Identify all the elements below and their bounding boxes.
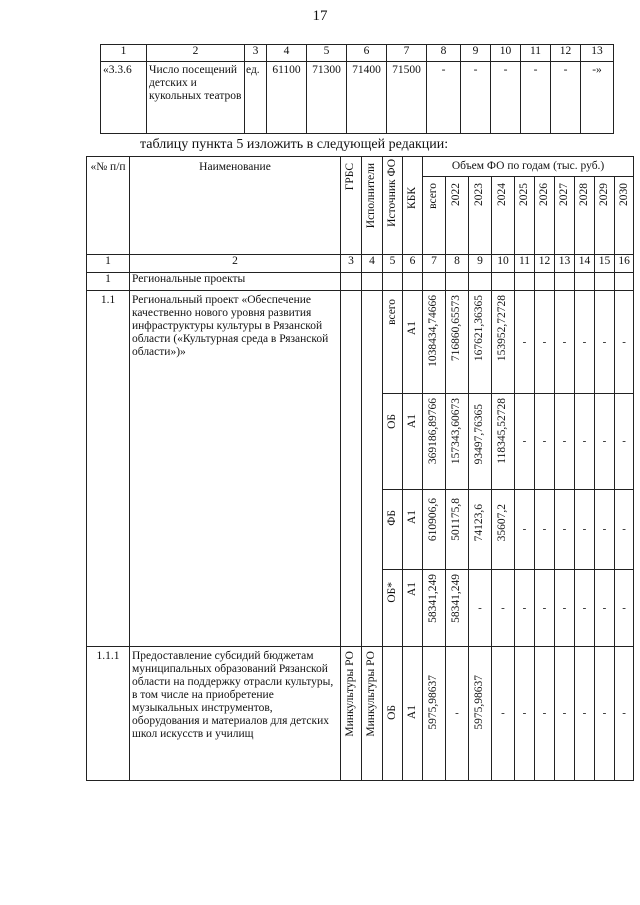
subitem-2024: - bbox=[492, 647, 515, 781]
section-name: Региональные проекты bbox=[130, 273, 341, 291]
header-year-2023: 2023 bbox=[469, 177, 492, 255]
source-cell: ОБ bbox=[383, 394, 403, 490]
kbk-cell: А1 bbox=[403, 570, 423, 647]
header-kbk: КБК bbox=[403, 157, 423, 255]
value-dash: - bbox=[595, 291, 615, 394]
value-dash: - bbox=[615, 291, 634, 394]
header-volume: Объем ФО по годам (тыс. руб.) bbox=[423, 157, 634, 177]
colnum-10: 10 bbox=[492, 255, 515, 273]
value-dash: - bbox=[575, 394, 595, 490]
source-cell: ОБ* bbox=[383, 570, 403, 647]
colnum-11: 11 bbox=[515, 255, 535, 273]
value-dash: - bbox=[515, 570, 535, 647]
subitem-grbs: Минкультуры РО bbox=[341, 647, 362, 781]
value-dash: - bbox=[575, 291, 595, 394]
value-2022: 501175,8 bbox=[446, 490, 469, 570]
colnum-7: 7 bbox=[423, 255, 446, 273]
header-number: «№ п/п bbox=[87, 157, 130, 255]
header-year-2028: 2028 bbox=[575, 177, 595, 255]
value-dash: - bbox=[595, 394, 615, 490]
value-dash: - bbox=[535, 394, 555, 490]
header-year-2022: 2022 bbox=[446, 177, 469, 255]
value-dash: - bbox=[535, 291, 555, 394]
value-dash: - bbox=[615, 647, 634, 781]
header-year-2029: 2029 bbox=[595, 177, 615, 255]
top-table-header-row bbox=[101, 45, 614, 62]
subitem-2022: - bbox=[446, 647, 469, 781]
colnum-4: 4 bbox=[362, 255, 383, 273]
main-table bbox=[86, 156, 634, 781]
top-table-row bbox=[101, 62, 614, 134]
value-2023: 93497,76365 bbox=[469, 394, 492, 490]
colnum-15: 15 bbox=[595, 255, 615, 273]
row-value-6: 71400 bbox=[347, 62, 387, 134]
colnum-6: 6 bbox=[403, 255, 423, 273]
subitem-total: 5975,98637 bbox=[423, 647, 446, 781]
value-dash: - bbox=[515, 647, 535, 781]
value-2024: 118345,52728 bbox=[492, 394, 515, 490]
top-table bbox=[100, 44, 614, 134]
value-dash: - bbox=[575, 490, 595, 570]
row-value-7: 71500 bbox=[387, 62, 427, 134]
row-dash: - bbox=[551, 62, 581, 134]
row-value-4: 61100 bbox=[267, 62, 307, 134]
header-source: Источник ФО bbox=[383, 157, 403, 255]
value-dash: - bbox=[535, 490, 555, 570]
colnum-14: 14 bbox=[575, 255, 595, 273]
header-year-2025: 2025 bbox=[515, 177, 535, 255]
total-value: 610906,6 bbox=[423, 490, 446, 570]
subitem-source: ОБ bbox=[383, 647, 403, 781]
value-dash: - bbox=[555, 647, 575, 781]
value-2023: - bbox=[469, 570, 492, 647]
value-2024: 35607,2 bbox=[492, 490, 515, 570]
subitem-executor: Минкультуры РО bbox=[362, 647, 383, 781]
value-2022: 58341,249 bbox=[446, 570, 469, 647]
value-dash: - bbox=[515, 490, 535, 570]
project-number: 1.1 bbox=[87, 291, 130, 647]
top-col-6: 6 bbox=[347, 45, 387, 62]
top-col-12: 12 bbox=[551, 45, 581, 62]
value-2023: 167621,36365 bbox=[469, 291, 492, 394]
top-col-7: 7 bbox=[387, 45, 427, 62]
row-dash: - bbox=[427, 62, 461, 134]
value-2024: 153952,72728 bbox=[492, 291, 515, 394]
subitem-2023: 5975,98637 bbox=[469, 647, 492, 781]
top-col-8: 8 bbox=[427, 45, 461, 62]
top-col-1: 1 bbox=[101, 45, 147, 62]
subitem-row bbox=[87, 647, 634, 781]
colnum-16: 16 bbox=[615, 255, 634, 273]
header-year-2026: 2026 bbox=[535, 177, 555, 255]
subitem-name: Предоставление субсидий бюджетам муниципальных образований Рязанской области на поддержку отрасли культуры, в том числе на приобретение музыкальных инструментов, оборудования и материалов для детских школ искусств и училищ bbox=[130, 647, 341, 781]
row-last: -» bbox=[581, 62, 614, 134]
row-dash: - bbox=[491, 62, 521, 134]
top-col-5: 5 bbox=[307, 45, 347, 62]
row-dash: - bbox=[461, 62, 491, 134]
colnum-2: 2 bbox=[130, 255, 341, 273]
row-unit: ед. bbox=[245, 62, 267, 134]
value-dash: - bbox=[535, 647, 555, 781]
total-value: 369186,89766 bbox=[423, 394, 446, 490]
value-dash: - bbox=[555, 291, 575, 394]
value-dash: - bbox=[535, 570, 555, 647]
colnum-8: 8 bbox=[446, 255, 469, 273]
value-dash: - bbox=[555, 570, 575, 647]
subitem-kbk: А1 bbox=[403, 647, 423, 781]
column-numbers-row bbox=[87, 255, 634, 273]
header-executors: Исполнители bbox=[362, 157, 383, 255]
section-number: 1 bbox=[87, 273, 130, 291]
colnum-1: 1 bbox=[87, 255, 130, 273]
value-dash: - bbox=[515, 291, 535, 394]
row-dash: - bbox=[521, 62, 551, 134]
value-dash: - bbox=[575, 647, 595, 781]
header-year-2027: 2027 bbox=[555, 177, 575, 255]
top-col-9: 9 bbox=[461, 45, 491, 62]
source-cell: ФБ bbox=[383, 490, 403, 570]
top-col-13: 13 bbox=[581, 45, 614, 62]
value-2023: 74123,6 bbox=[469, 490, 492, 570]
page-number: 17 bbox=[312, 8, 328, 24]
subitem-number: 1.1.1 bbox=[87, 647, 130, 781]
top-col-3: 3 bbox=[245, 45, 267, 62]
value-dash: - bbox=[575, 570, 595, 647]
row-value-5: 71300 bbox=[307, 62, 347, 134]
top-col-11: 11 bbox=[521, 45, 551, 62]
value-2022: 716860,65573 bbox=[446, 291, 469, 394]
colnum-13: 13 bbox=[555, 255, 575, 273]
header-total: всего bbox=[423, 177, 446, 255]
value-2024: - bbox=[492, 570, 515, 647]
top-col-2: 2 bbox=[147, 45, 245, 62]
total-value: 1038434,74666 bbox=[423, 291, 446, 394]
kbk-cell: А1 bbox=[403, 490, 423, 570]
value-dash: - bbox=[515, 394, 535, 490]
source-cell: всего bbox=[383, 291, 403, 394]
colnum-9: 9 bbox=[469, 255, 492, 273]
value-dash: - bbox=[595, 570, 615, 647]
colnum-3: 3 bbox=[341, 255, 362, 273]
total-value: 58341,249 bbox=[423, 570, 446, 647]
value-dash: - bbox=[555, 394, 575, 490]
value-dash: - bbox=[615, 394, 634, 490]
main-header-row-1 bbox=[87, 157, 634, 177]
value-dash: - bbox=[555, 490, 575, 570]
project-row-total bbox=[87, 291, 634, 394]
colnum-12: 12 bbox=[535, 255, 555, 273]
header-name: Наименование bbox=[130, 157, 341, 255]
intro-text: таблицу пункта 5 изложить в следующей редакции: bbox=[140, 137, 449, 152]
value-dash: - bbox=[615, 570, 634, 647]
header-year-2024: 2024 bbox=[492, 177, 515, 255]
value-dash: - bbox=[595, 647, 615, 781]
value-dash: - bbox=[595, 490, 615, 570]
row-name: Число посещений детских и кукольных театров bbox=[147, 62, 245, 134]
project-name: Региональный проект «Обеспечение качественно нового уровня развития инфраструктуры культуры в Рязанской области («Культурная среда в Рязанской области»)» bbox=[130, 291, 341, 647]
header-grbs: ГРБС bbox=[341, 157, 362, 255]
header-year-2030: 2030 bbox=[615, 177, 634, 255]
row-number: «3.3.6 bbox=[101, 62, 147, 134]
top-col-10: 10 bbox=[491, 45, 521, 62]
top-col-4: 4 bbox=[267, 45, 307, 62]
kbk-cell: А1 bbox=[403, 291, 423, 394]
section-row bbox=[87, 273, 634, 291]
colnum-5: 5 bbox=[383, 255, 403, 273]
kbk-cell: А1 bbox=[403, 394, 423, 490]
value-2022: 157343,60673 bbox=[446, 394, 469, 490]
value-dash: - bbox=[615, 490, 634, 570]
